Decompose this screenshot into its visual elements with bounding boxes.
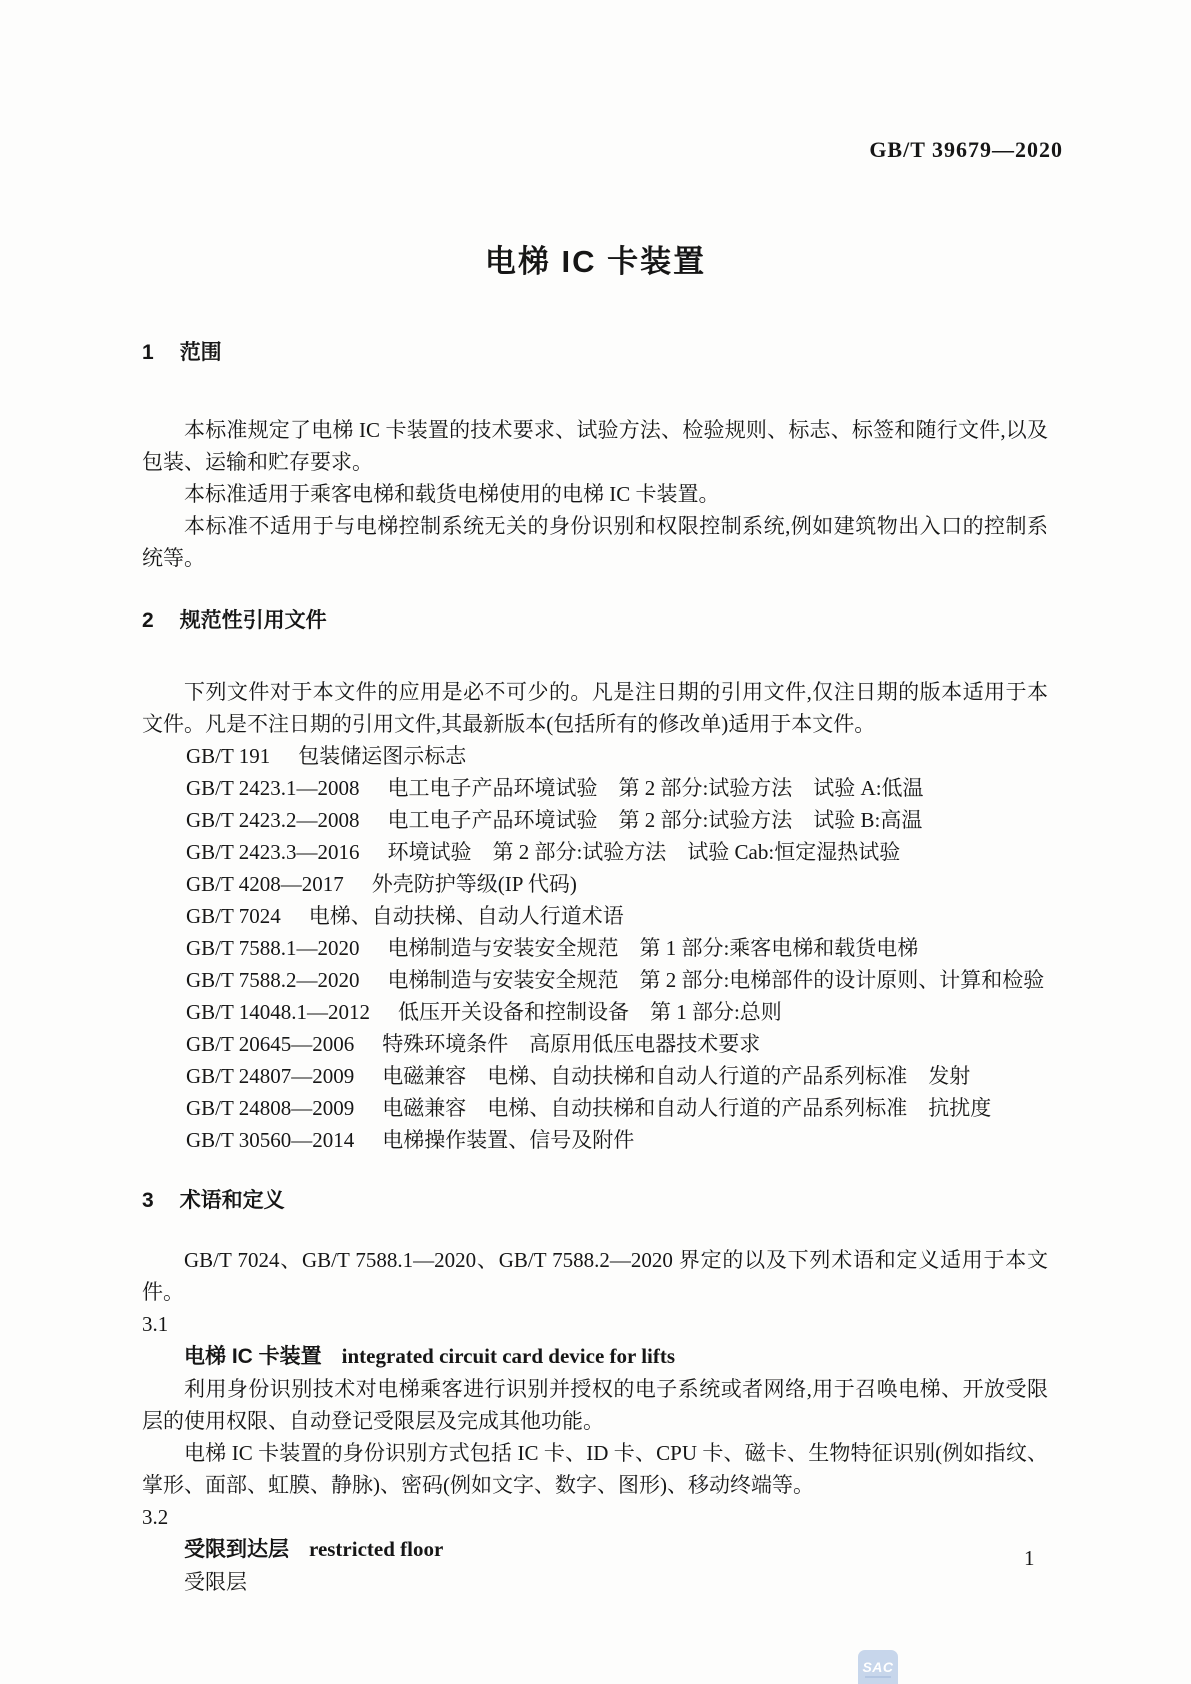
reference-title: 电梯制造与安装安全规范 第 1 部分:乘客电梯和载货电梯 (387, 936, 919, 960)
reference-item (142, 804, 1048, 836)
reference-title: 电磁兼容 电梯、自动扶梯和自动人行道的产品系列标准 发射 (382, 1064, 971, 1088)
reference-title: 包装储运图示标志 (298, 744, 467, 768)
term-definition: 利用身份识别技术对电梯乘客进行识别并授权的电子系统或者网络,用于召唤电梯、开放受限层的使用权限、自动登记受限层及完成其他功能。 (142, 1377, 1048, 1433)
section-1-number: 1 (142, 341, 154, 364)
terms-intro: GB/T 7024、GB/T 7588.1—2020、GB/T 7588.2—2020 界定的以及下列术语和定义适用于本文件。 (142, 1248, 1048, 1304)
section-2-title: 规范性引用文件 (179, 609, 327, 632)
reference-item (142, 996, 1048, 1028)
reference-title: 电工电子产品环境试验 第 2 部分:试验方法 试验 A:低温 (387, 776, 924, 800)
term-synonym: 受限层 (184, 1570, 247, 1594)
term-name-zh: 受限到达层 (184, 1538, 289, 1561)
reference-item (142, 964, 1048, 996)
section-2-number: 2 (142, 609, 154, 632)
reference-item (142, 1092, 1048, 1124)
section-2-heading (142, 606, 1048, 636)
reference-item (142, 740, 1048, 772)
reference-code: GB/T 2423.2—2008 (186, 808, 360, 832)
section-3-number: 3 (142, 1189, 154, 1212)
sac-watermark-text: SAC (862, 1659, 894, 1675)
reference-code: GB/T 7588.1—2020 (186, 936, 360, 960)
scope-paragraph-1: 本标准规定了电梯 IC 卡装置的技术要求、试验方法、检验规则、标志、标签和随行文件,以及包装、运输和贮存要求。 (142, 418, 1048, 474)
page-number: 1 (1024, 1546, 1035, 1570)
reference-title: 电磁兼容 电梯、自动扶梯和自动人行道的产品系列标准 抗扰度 (382, 1096, 992, 1120)
document-content (142, 338, 1048, 1598)
document-title: 电梯 IC 卡装置 (484, 244, 707, 279)
term-number: 3.2 (142, 1505, 169, 1529)
sac-watermark-logo (858, 1650, 898, 1684)
reference-code: GB/T 24807—2009 (186, 1064, 355, 1088)
references-intro: 下列文件对于本文件的应用是必不可少的。凡是注日期的引用文件,仅注日期的版本适用于本文件。凡是不注日期的引用文件,其最新版本(包括所有的修改单)适用于本文件。 (142, 680, 1048, 736)
reference-code: GB/T 30560—2014 (186, 1128, 355, 1152)
term-line (142, 1533, 1048, 1566)
sac-watermark-underline (865, 1676, 891, 1678)
reference-item (142, 1124, 1048, 1156)
reference-code: GB/T 20645—2006 (186, 1032, 355, 1056)
term-name-zh: 电梯 IC 卡装置 (184, 1345, 322, 1368)
reference-item (142, 1060, 1048, 1092)
term-number: 3.1 (142, 1312, 169, 1336)
reference-code: GB/T 191 (186, 744, 271, 768)
section-3-title: 术语和定义 (179, 1189, 285, 1212)
reference-title: 电梯、自动扶梯、自动人行道术语 (308, 904, 624, 928)
section-1-title: 范围 (179, 341, 222, 364)
reference-item (142, 772, 1048, 804)
standard-code: GB/T 39679—2020 (869, 137, 1063, 162)
section-1-heading (142, 338, 1048, 368)
reference-item (142, 1028, 1048, 1060)
reference-title: 电工电子产品环境试验 第 2 部分:试验方法 试验 B:高温 (387, 808, 923, 832)
reference-title: 外壳防护等级(IP 代码) (371, 872, 577, 896)
scope-paragraph-2: 本标准适用于乘客电梯和载货电梯使用的电梯 IC 卡装置。 (184, 482, 720, 506)
reference-title: 特殊环境条件 高原用低压电器技术要求 (382, 1032, 761, 1056)
section-3-heading (142, 1186, 1048, 1216)
reference-code: GB/T 7024 (186, 904, 281, 928)
reference-title: 电梯制造与安装安全规范 第 2 部分:电梯部件的设计原则、计算和检验 (387, 968, 1045, 992)
reference-code: GB/T 4208—2017 (186, 872, 344, 896)
term-line (142, 1340, 1048, 1373)
term-name-en: integrated circuit card device for lifts (341, 1344, 676, 1368)
reference-code: GB/T 14048.1—2012 (186, 1000, 370, 1024)
reference-code: GB/T 7588.2—2020 (186, 968, 360, 992)
scope-paragraph-3: 本标准不适用于与电梯控制系统无关的身份识别和权限控制系统,例如建筑物出入口的控制系统等。 (142, 514, 1048, 570)
reference-item (142, 932, 1048, 964)
term-name-en: restricted floor (309, 1537, 444, 1561)
reference-item (142, 836, 1048, 868)
term-note: 电梯 IC 卡装置的身份识别方式包括 IC 卡、ID 卡、CPU 卡、磁卡、生物特征识别(例如指纹、掌形、面部、虹膜、静脉)、密码(例如文字、数字、图形)、移动终端等。 (142, 1441, 1048, 1497)
reference-title: 电梯操作装置、信号及附件 (382, 1128, 635, 1152)
reference-item (142, 900, 1048, 932)
reference-code: GB/T 2423.3—2016 (186, 840, 360, 864)
reference-code: GB/T 2423.1—2008 (186, 776, 360, 800)
reference-title: 环境试验 第 2 部分:试验方法 试验 Cab:恒定湿热试验 (387, 840, 901, 864)
reference-title: 低压开关设备和控制设备 第 1 部分:总则 (397, 1000, 782, 1024)
reference-code: GB/T 24808—2009 (186, 1096, 355, 1120)
reference-item (142, 868, 1048, 900)
